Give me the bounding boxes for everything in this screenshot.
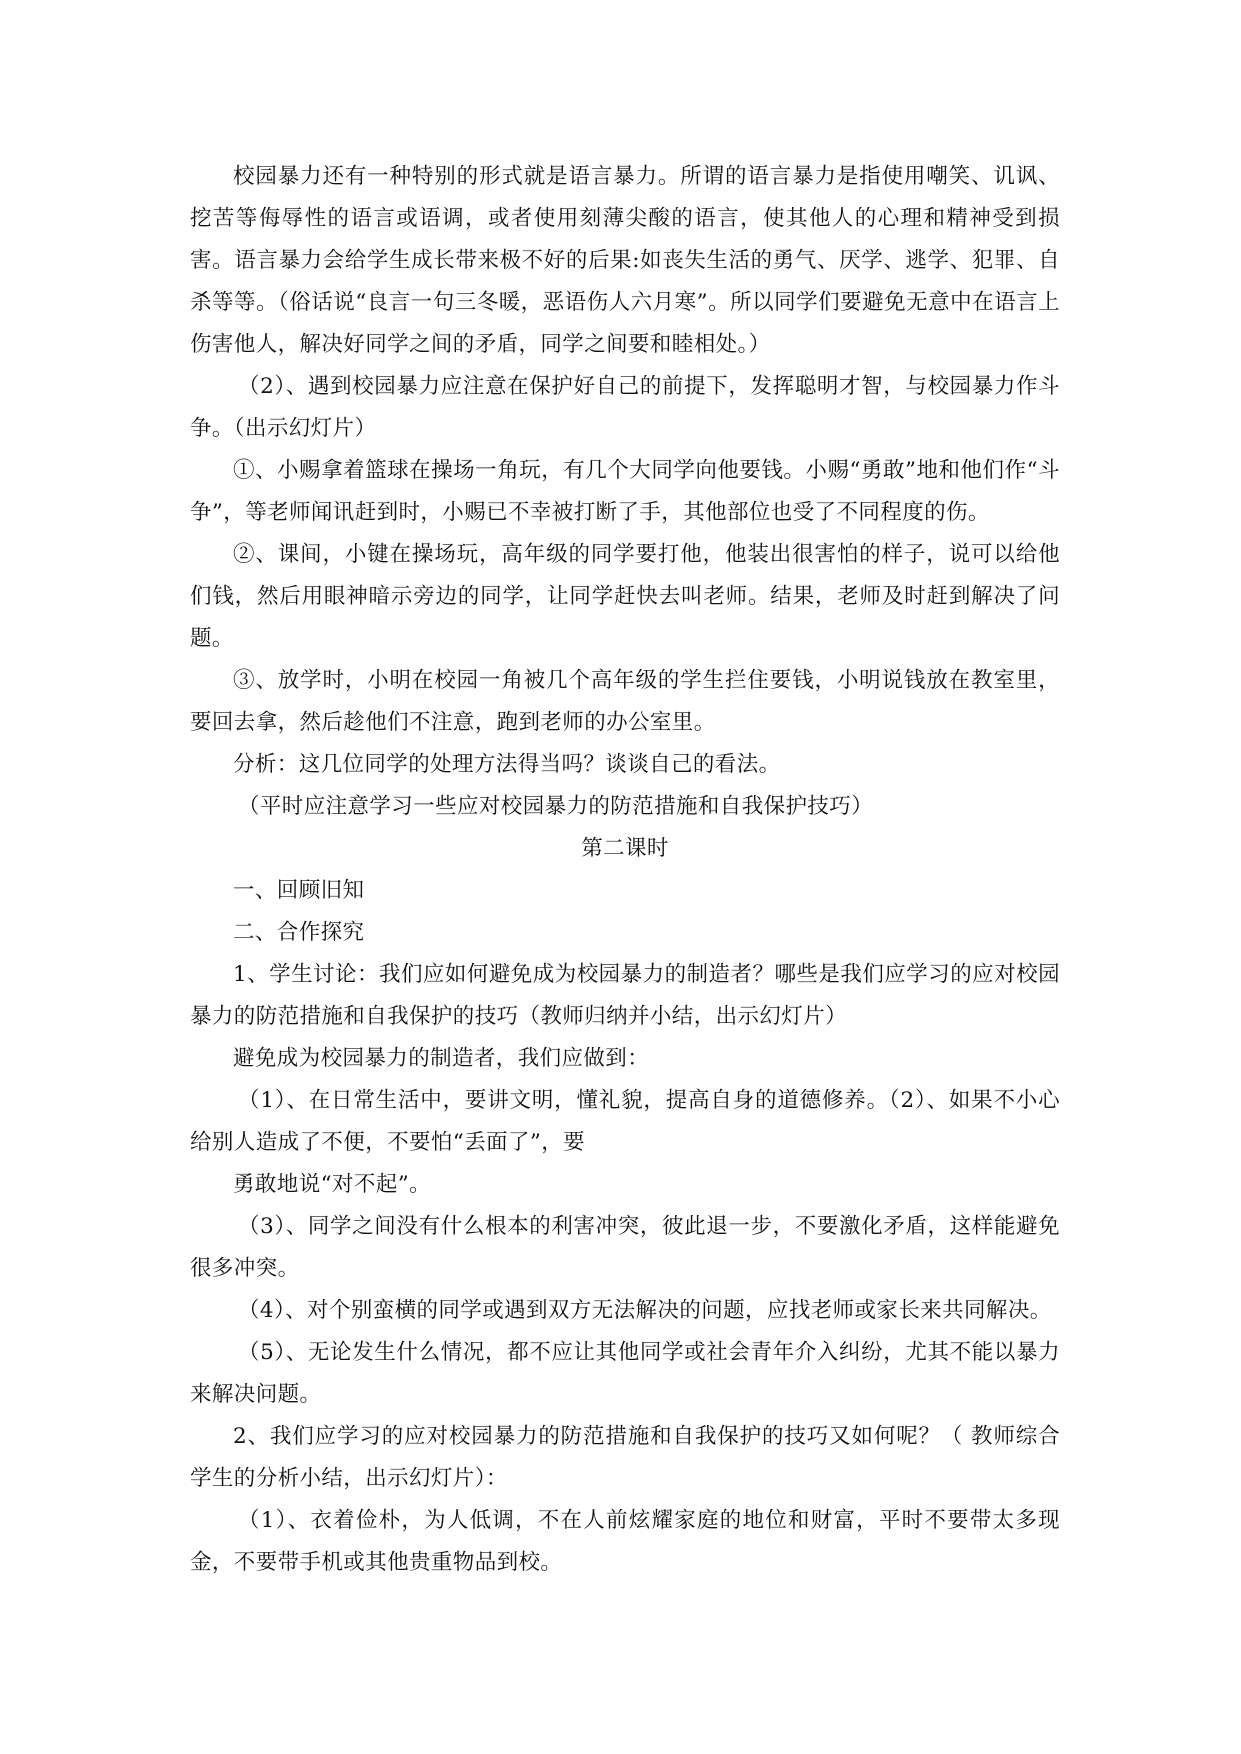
paragraph-avoid-2-cont: 勇敢地说“对不起”。 xyxy=(233,1172,431,1197)
paragraph-note: （平时应注意学习一些应对校园暴力的防范措施和自我保护技巧） xyxy=(238,794,874,819)
paragraph-case-3: ③、放学时，小明在校园一角被几个高年级的学生拦住要钱，小明说钱放在教室里，要回去拿，然后趁他们不注意，跑到老师的办公室里。 xyxy=(190,668,1060,735)
paragraph-avoid-1-2: （1）、在日常生活中，要讲文明，懂礼貌，提高自身的道德修养。（2）、如果不小心给别人造成了不便，不要怕“丢面了”，要 xyxy=(190,1088,1060,1155)
document-body xyxy=(190,156,1060,1584)
paragraph-discussion-1: 1、学生讨论：我们应如何避免成为校园暴力的制造者？哪些是我们应学习的应对校园暴力的防范措施和自我保护的技巧（教师归纳并小结，出示幻灯片） xyxy=(190,962,1060,1029)
paragraph-case-2: ②、课间，小键在操场玩，高年级的同学要打他，他装出很害怕的样子，说可以给他们钱，然后用眼神暗示旁边的同学，让同学赶快去叫老师。结果，老师及时赶到解决了问题。 xyxy=(190,542,1060,651)
paragraph-avoid-4: （4）、对个别蛮横的同学或遇到双方无法解决的问题，应找老师或家长来共同解决。 xyxy=(238,1298,1052,1323)
paragraph-discussion-2: 2、我们应学习的应对校园暴力的防范措施和自我保护的技巧又如何呢？（ 教师综合学生的分析小结，出示幻灯片）： xyxy=(190,1424,1060,1491)
paragraph-avoid-intro: 避免成为校园暴力的制造者，我们应做到： xyxy=(233,1046,650,1071)
paragraph-analysis: 分析：这几位同学的处理方法得当吗？谈谈自己的看法。 xyxy=(233,752,781,777)
paragraph-avoid-3: （3）、同学之间没有什么根本的利害冲突，彼此退一步，不要激化矛盾，这样能避免很多冲突。 xyxy=(190,1214,1060,1281)
paragraph-verbal-violence: 校园暴力还有一种特别的形式就是语言暴力。所谓的语言暴力是指使用嘲笑、讥讽、挖苦等侮辱性的语言或语调，或者使用刻薄尖酸的语言，使其他人的心理和精神受到损害。语言暴力会给学生成长带来极不好的后果:如丧失生活的勇气、厌学、逃学、犯罪、自杀等等。（俗话说“良言一句三冬暖，恶语伤人六月寒”。所以同学们要避免无意中在语言上伤害他人，解决好同学之间的矛盾，同学之间要和睦相处。） xyxy=(190,164,1060,357)
paragraph-case-1: ①、小赐拿着篮球在操场一角玩，有几个大同学向他要钱。小赐“勇敢”地和他们作“斗争”，等老师闻讯赶到时，小赐已不幸被打断了手，其他部位也受了不同程度的伤。 xyxy=(190,458,1060,525)
list-item-review: 一、回顾旧知 xyxy=(233,878,365,903)
section-heading: 第二课时 xyxy=(581,836,669,861)
list-item-explore: 二、合作探究 xyxy=(233,920,365,945)
paragraph-protect-1: （1）、衣着俭朴，为人低调，不在人前炫耀家庭的地位和财富，平时不要带太多现金，不要带手机或其他贵重物品到校。 xyxy=(190,1508,1060,1575)
paragraph-point-2: （2）、遇到校园暴力应注意在保护好自己的前提下，发挥聪明才智，与校园暴力作斗争。（出示幻灯片） xyxy=(190,374,1060,441)
paragraph-avoid-5: （5）、无论发生什么情况，都不应让其他同学或社会青年介入纠纷，尤其不能以暴力来解决问题。 xyxy=(190,1340,1060,1407)
